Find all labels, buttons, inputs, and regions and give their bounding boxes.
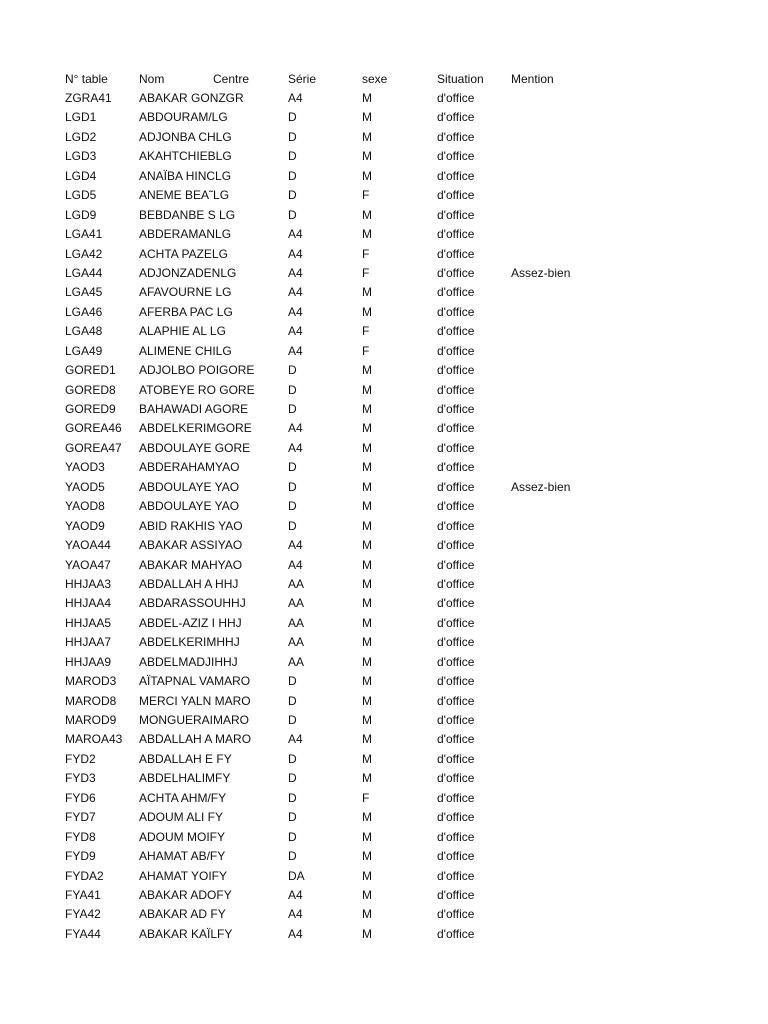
- cell-serie: A4: [288, 926, 303, 941]
- cell-serie: A4: [288, 265, 303, 280]
- cell-sexe: M: [362, 149, 372, 164]
- header-row: [0, 70, 768, 89]
- table-row: [0, 108, 768, 127]
- cell-serie: AA: [288, 596, 305, 611]
- cell-sexe: M: [362, 810, 372, 825]
- cell-table-number: GORED8: [65, 382, 116, 397]
- cell-table-number: FYD2: [65, 751, 96, 766]
- cell-serie: D: [288, 499, 297, 514]
- cell-situation: d'office: [437, 654, 475, 669]
- cell-nom-centre: ABDARASSOUHHJ: [139, 596, 246, 611]
- cell-sexe: M: [362, 227, 372, 242]
- cell-situation: d'office: [437, 343, 475, 358]
- cell-nom-centre: AHAMAT YOIFY: [139, 868, 228, 883]
- cell-nom-centre: ABDOULAYE YAO: [139, 499, 240, 514]
- cell-situation: d'office: [437, 499, 475, 514]
- cell-situation: d'office: [437, 440, 475, 455]
- cell-situation: d'office: [437, 557, 475, 572]
- cell-serie: D: [288, 771, 297, 786]
- cell-sexe: M: [362, 576, 372, 591]
- cell-sexe: M: [362, 518, 372, 533]
- cell-nom-centre: ANEME BEA˜LG: [139, 188, 230, 203]
- cell-serie: D: [288, 363, 297, 378]
- cell-sexe: F: [362, 265, 370, 280]
- cell-situation: d'office: [437, 635, 475, 650]
- cell-serie: AA: [288, 654, 305, 669]
- table-row: [0, 536, 768, 555]
- table-row: [0, 886, 768, 905]
- cell-table-number: YAOD9: [65, 518, 105, 533]
- table-row: [0, 614, 768, 633]
- cell-situation: d'office: [437, 421, 475, 436]
- cell-serie: AA: [288, 635, 305, 650]
- header-serie: Série: [288, 72, 317, 86]
- cell-table-number: LGA49: [65, 343, 103, 358]
- cell-serie: A4: [288, 440, 303, 455]
- cell-nom-centre: ABAKAR KAÏLFY: [139, 926, 233, 941]
- cell-sexe: M: [362, 674, 372, 689]
- cell-sexe: M: [362, 91, 372, 105]
- cell-situation: d'office: [437, 304, 475, 319]
- cell-sexe: F: [362, 188, 370, 203]
- cell-situation: d'office: [437, 285, 475, 300]
- cell-serie: D: [288, 674, 297, 689]
- cell-sexe: M: [362, 440, 372, 455]
- cell-table-number: LGA42: [65, 246, 103, 261]
- cell-sexe: M: [362, 538, 372, 553]
- cell-table-number: HHJAA5: [65, 615, 112, 630]
- cell-table-number: HHJAA3: [65, 576, 112, 591]
- cell-sexe: M: [362, 557, 372, 572]
- cell-situation: d'office: [437, 129, 475, 144]
- cell-nom-centre: ADJONZADENLG: [139, 265, 237, 280]
- cell-sexe: M: [362, 907, 372, 922]
- cell-table-number: MAROD9: [65, 713, 117, 727]
- cell-nom-centre: ABAKAR ASSIYAO: [139, 538, 243, 553]
- cell-sexe: M: [362, 771, 372, 786]
- cell-serie: D: [288, 129, 297, 144]
- table-row: [0, 458, 768, 477]
- cell-sexe: M: [362, 479, 372, 494]
- cell-nom-centre: ABDEL-AZIZ I HHJ: [139, 615, 242, 630]
- cell-nom-centre: ADJOLBO POIGORE: [139, 363, 255, 378]
- cell-serie: D: [288, 829, 297, 844]
- cell-nom-centre: AÏTAPNAL VAMARO: [139, 674, 251, 689]
- cell-serie: D: [288, 849, 297, 864]
- cell-situation: d'office: [437, 713, 475, 727]
- table-row: [0, 905, 768, 924]
- table-row: [0, 206, 768, 225]
- cell-table-number: MAROD3: [65, 674, 117, 689]
- cell-nom-centre: ABDOURAM/LG: [139, 110, 228, 125]
- cell-table-number: GOREA47: [65, 440, 122, 455]
- cell-situation: d'office: [437, 149, 475, 164]
- cell-situation: d'office: [437, 751, 475, 766]
- table-row: [0, 594, 768, 613]
- cell-nom-centre: ADOUM MOIFY: [139, 829, 225, 844]
- cell-table-number: LGD3: [65, 149, 97, 164]
- table-row: [0, 439, 768, 458]
- table-row: [0, 867, 768, 886]
- cell-serie: D: [288, 751, 297, 766]
- table-row: [0, 303, 768, 322]
- cell-situation: d'office: [437, 887, 475, 902]
- table-row: [0, 692, 768, 711]
- table-row: [0, 186, 768, 205]
- header-table-number: N° table: [65, 72, 108, 86]
- cell-sexe: M: [362, 421, 372, 436]
- cell-nom-centre: ABDALLAH A HHJ: [139, 576, 239, 591]
- cell-nom-centre: AHAMAT AB/FY: [139, 849, 226, 864]
- cell-situation: d'office: [437, 207, 475, 222]
- cell-serie: A4: [288, 887, 303, 902]
- cell-situation: d'office: [437, 596, 475, 611]
- cell-table-number: FYD3: [65, 771, 96, 786]
- cell-sexe: M: [362, 635, 372, 650]
- cell-situation: d'office: [437, 674, 475, 689]
- cell-serie: A4: [288, 227, 303, 242]
- cell-sexe: M: [362, 363, 372, 378]
- cell-situation: d'office: [437, 265, 475, 280]
- cell-situation: d'office: [437, 849, 475, 864]
- table-row: [0, 89, 768, 108]
- cell-nom-centre: ABDERAHAMYAO: [139, 460, 240, 475]
- cell-sexe: M: [362, 926, 372, 941]
- cell-table-number: FYD7: [65, 810, 96, 825]
- cell-situation: d'office: [437, 615, 475, 630]
- table-row: [0, 556, 768, 575]
- cell-table-number: FYA42: [65, 907, 101, 922]
- cell-table-number: HHJAA7: [65, 635, 112, 650]
- cell-situation: d'office: [437, 829, 475, 844]
- table-row: [0, 322, 768, 341]
- cell-table-number: MAROD8: [65, 693, 117, 708]
- cell-sexe: M: [362, 285, 372, 300]
- header-nom: Nom: [139, 72, 165, 86]
- cell-table-number: FYD6: [65, 790, 96, 805]
- cell-nom-centre: ABDERAMANLG: [139, 227, 232, 242]
- cell-table-number: YAOA47: [65, 557, 111, 572]
- cell-table-number: LGD1: [65, 110, 97, 125]
- cell-serie: A4: [288, 421, 303, 436]
- cell-table-number: YAOA44: [65, 538, 111, 553]
- cell-serie: A4: [288, 91, 303, 105]
- cell-sexe: M: [362, 402, 372, 416]
- cell-serie: A4: [288, 285, 303, 300]
- cell-nom-centre: ATOBEYE RO GORE: [139, 382, 255, 397]
- cell-situation: d'office: [437, 402, 475, 416]
- table-row: [0, 633, 768, 652]
- header-situation: Situation: [437, 72, 484, 86]
- cell-situation: d'office: [437, 246, 475, 261]
- cell-nom-centre: ABDALLAH E FY: [139, 751, 232, 766]
- cell-sexe: M: [362, 129, 372, 144]
- cell-situation: d'office: [437, 188, 475, 203]
- cell-nom-centre: AKAHTCHIEBLG: [139, 149, 232, 164]
- cell-sexe: M: [362, 460, 372, 475]
- cell-situation: d'office: [437, 926, 475, 941]
- cell-mention: Assez-bien: [511, 479, 571, 494]
- cell-sexe: M: [362, 849, 372, 864]
- cell-situation: d'office: [437, 693, 475, 708]
- cell-table-number: FYA41: [65, 887, 101, 902]
- cell-serie: A4: [288, 557, 303, 572]
- cell-table-number: YAOD5: [65, 479, 105, 494]
- cell-table-number: GORED1: [65, 363, 116, 378]
- cell-table-number: LGD5: [65, 188, 97, 203]
- cell-serie: A4: [288, 538, 303, 553]
- cell-serie: D: [288, 188, 297, 203]
- cell-nom-centre: MONGUERAIMARO: [139, 713, 250, 727]
- cell-serie: D: [288, 693, 297, 708]
- cell-nom-centre: AFAVOURNE LG: [139, 285, 232, 300]
- cell-nom-centre: ABID RAKHIS YAO: [139, 518, 243, 533]
- cell-nom-centre: ABDELHALIMFY: [139, 771, 231, 786]
- cell-nom-centre: ABAKAR GONZGR: [139, 91, 244, 105]
- cell-serie: D: [288, 518, 297, 533]
- cell-nom-centre: ALAPHIE AL LG: [139, 324, 226, 339]
- cell-serie: A4: [288, 246, 303, 261]
- cell-mention: Assez-bien: [511, 265, 571, 280]
- table-row: [0, 847, 768, 866]
- cell-sexe: M: [362, 499, 372, 514]
- cell-situation: d'office: [437, 790, 475, 805]
- table-row: [0, 672, 768, 691]
- cell-sexe: M: [362, 304, 372, 319]
- cell-sexe: M: [362, 615, 372, 630]
- cell-situation: d'office: [437, 576, 475, 591]
- table-row: [0, 361, 768, 380]
- cell-serie: D: [288, 460, 297, 475]
- cell-situation: d'office: [437, 110, 475, 125]
- cell-nom-centre: ABDALLAH A MARO: [139, 732, 252, 747]
- cell-serie: D: [288, 149, 297, 164]
- table-row: [0, 575, 768, 594]
- table-row: [0, 769, 768, 788]
- cell-serie: AA: [288, 576, 305, 591]
- cell-serie: D: [288, 713, 297, 727]
- table-row: [0, 342, 768, 361]
- table-row: [0, 225, 768, 244]
- cell-situation: d'office: [437, 363, 475, 378]
- cell-situation: d'office: [437, 479, 475, 494]
- table-row: [0, 400, 768, 419]
- cell-sexe: M: [362, 207, 372, 222]
- cell-nom-centre: BEBDANBE S LG: [139, 207, 236, 222]
- table-row: [0, 167, 768, 186]
- cell-serie: D: [288, 402, 297, 416]
- table-row: [0, 653, 768, 672]
- cell-nom-centre: AFERBA PAC LG: [139, 304, 233, 319]
- cell-sexe: M: [362, 713, 372, 727]
- cell-situation: d'office: [437, 227, 475, 242]
- cell-sexe: F: [362, 246, 370, 261]
- cell-situation: d'office: [437, 382, 475, 397]
- cell-serie: D: [288, 479, 297, 494]
- cell-sexe: M: [362, 693, 372, 708]
- table-row: [0, 730, 768, 749]
- cell-table-number: MAROA43: [65, 732, 123, 747]
- cell-nom-centre: ABAKAR AD FY: [139, 907, 226, 922]
- cell-serie: D: [288, 382, 297, 397]
- cell-sexe: M: [362, 751, 372, 766]
- table-row: [0, 478, 768, 497]
- cell-table-number: LGD2: [65, 129, 97, 144]
- cell-serie: D: [288, 207, 297, 222]
- cell-sexe: M: [362, 110, 372, 125]
- cell-nom-centre: BAHAWADI AGORE: [139, 402, 249, 416]
- cell-sexe: M: [362, 596, 372, 611]
- table-row: [0, 128, 768, 147]
- cell-situation: d'office: [437, 518, 475, 533]
- cell-table-number: GOREA46: [65, 421, 122, 436]
- table-row: [0, 497, 768, 516]
- cell-nom-centre: ABDELMADJIHHJ: [139, 654, 238, 669]
- cell-nom-centre: ABDELKERIMGORE: [139, 421, 252, 436]
- cell-table-number: ZGRA41: [65, 91, 112, 105]
- cell-situation: d'office: [437, 168, 475, 183]
- cell-sexe: M: [362, 382, 372, 397]
- cell-sexe: M: [362, 654, 372, 669]
- cell-nom-centre: ADJONBA CHLG: [139, 129, 232, 144]
- table-row: [0, 419, 768, 438]
- cell-serie: DA: [288, 868, 305, 883]
- cell-nom-centre: ABAKAR ADOFY: [139, 887, 232, 902]
- cell-serie: D: [288, 110, 297, 125]
- cell-sexe: M: [362, 168, 372, 183]
- cell-table-number: LGA45: [65, 285, 103, 300]
- table-row: [0, 283, 768, 302]
- cell-sexe: F: [362, 343, 370, 358]
- cell-table-number: LGA46: [65, 304, 103, 319]
- cell-serie: A4: [288, 907, 303, 922]
- results-table: [0, 70, 768, 944]
- cell-situation: d'office: [437, 91, 475, 105]
- cell-situation: d'office: [437, 732, 475, 747]
- cell-serie: D: [288, 168, 297, 183]
- header-centre: Centre: [213, 72, 250, 86]
- cell-sexe: F: [362, 324, 370, 339]
- cell-table-number: YAOD3: [65, 460, 105, 475]
- cell-sexe: F: [362, 790, 370, 805]
- table-row: [0, 147, 768, 166]
- table-row: [0, 381, 768, 400]
- cell-sexe: M: [362, 868, 372, 883]
- cell-table-number: GORED9: [65, 402, 116, 416]
- cell-serie: A4: [288, 304, 303, 319]
- cell-sexe: M: [362, 829, 372, 844]
- cell-sexe: M: [362, 732, 372, 747]
- cell-nom-centre: ABDOULAYE YAO: [139, 479, 240, 494]
- cell-situation: d'office: [437, 868, 475, 883]
- table-row: [0, 264, 768, 283]
- table-row: [0, 789, 768, 808]
- cell-table-number: LGA48: [65, 324, 103, 339]
- cell-situation: d'office: [437, 907, 475, 922]
- header-mention: Mention: [511, 72, 554, 86]
- cell-table-number: FYDA2: [65, 868, 104, 883]
- cell-serie: A4: [288, 343, 303, 358]
- cell-situation: d'office: [437, 771, 475, 786]
- table-row: [0, 750, 768, 769]
- cell-nom-centre: ACHTA AHM/FY: [139, 790, 227, 805]
- cell-situation: d'office: [437, 810, 475, 825]
- cell-situation: d'office: [437, 460, 475, 475]
- table-row: [0, 711, 768, 730]
- table-row: [0, 925, 768, 944]
- cell-serie: A4: [288, 324, 303, 339]
- table-row: [0, 808, 768, 827]
- cell-table-number: HHJAA9: [65, 654, 112, 669]
- cell-nom-centre: ABAKAR MAHYAO: [139, 557, 243, 572]
- cell-nom-centre: ANAÏBA HINCLG: [139, 168, 232, 183]
- cell-table-number: YAOD8: [65, 499, 105, 514]
- table-row: [0, 517, 768, 536]
- table-row: [0, 245, 768, 264]
- cell-table-number: FYD9: [65, 849, 96, 864]
- cell-serie: A4: [288, 732, 303, 747]
- cell-nom-centre: ADOUM ALI FY: [139, 810, 224, 825]
- cell-table-number: HHJAA4: [65, 596, 112, 611]
- cell-situation: d'office: [437, 324, 475, 339]
- cell-table-number: FYA44: [65, 926, 101, 941]
- cell-table-number: LGD9: [65, 207, 97, 222]
- cell-serie: D: [288, 790, 297, 805]
- cell-sexe: M: [362, 887, 372, 902]
- cell-serie: AA: [288, 615, 305, 630]
- table-row: [0, 828, 768, 847]
- cell-nom-centre: MERCI YALN MARO: [139, 693, 251, 708]
- cell-table-number: FYD8: [65, 829, 96, 844]
- cell-nom-centre: ABDELKERIMHHJ: [139, 635, 240, 650]
- cell-serie: D: [288, 810, 297, 825]
- cell-nom-centre: ABDOULAYE GORE: [139, 440, 251, 455]
- header-sexe: sexe: [362, 72, 388, 86]
- cell-table-number: LGA41: [65, 227, 103, 242]
- cell-table-number: LGA44: [65, 265, 103, 280]
- cell-situation: d'office: [437, 538, 475, 553]
- cell-nom-centre: ALIMENE CHILG: [139, 343, 232, 358]
- cell-table-number: LGD4: [65, 168, 97, 183]
- cell-nom-centre: ACHTA PAZELG: [139, 246, 228, 261]
